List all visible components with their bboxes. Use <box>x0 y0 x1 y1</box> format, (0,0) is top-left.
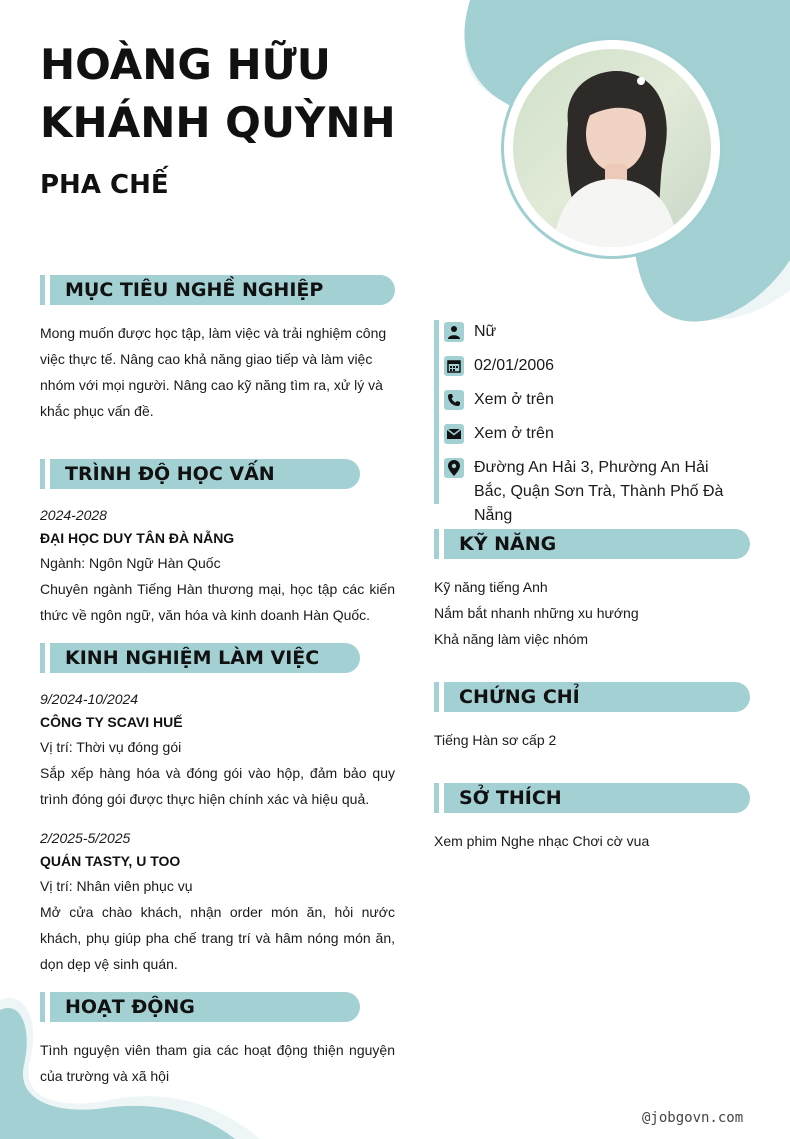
experience-description: Sắp xếp hàng hóa và đóng gói vào hộp, đảm bảo quy trình đóng gói được thực hiện chính xác và hiệu quả. <box>40 765 395 807</box>
education-school: ĐẠI HỌC DUY TÂN ĐÀ NẴNG <box>40 530 235 546</box>
birthday-value: 02/01/2006 <box>474 357 555 374</box>
experience-position: Vị trí: Nhân viên phục vụ <box>40 878 193 894</box>
gender-value: Nữ <box>474 323 497 340</box>
certificate-item: Tiếng Hàn sơ cấp 2 <box>434 732 557 748</box>
contact-gender <box>444 322 496 344</box>
avatar-frame <box>501 37 723 259</box>
objective-text: Mong muốn được học tập, làm việc và trải nghiệm công việc thực tế. Nâng cao khả năng giao tiếp và làm việc nhóm với mọi người. Nâng cao kỹ năng tìm ra, xử lý và khắc phục vấn đề. <box>40 325 387 419</box>
objective-title: MỤC TIÊU NGHỀ NGHIỆP <box>65 279 324 301</box>
activities-title: HOẠT ĐỘNG <box>65 996 195 1018</box>
certificates-heading <box>434 682 750 712</box>
name-line-1: HOÀNG HỮU <box>40 40 331 89</box>
watermark-text: @jobgovn.com <box>642 1110 744 1126</box>
skill-item: Kỹ năng tiếng Anh <box>434 579 548 595</box>
experience-company: CÔNG TY SCAVI HUẾ <box>40 714 183 730</box>
contact-birthday <box>444 356 554 378</box>
skills-heading <box>434 529 750 559</box>
skill-item: Khả năng làm việc nhóm <box>434 631 589 647</box>
experience-description: Mở cửa chào khách, nhận order món ăn, hỏi nước khách, phụ giúp pha chế trang trí và hâm nóng món ăn, dọn dẹp vệ sinh quán. <box>40 904 395 972</box>
job-title: PHA CHẾ <box>40 170 169 200</box>
hobbies-text: Xem phim Nghe nhạc Chơi cờ vua <box>434 833 650 849</box>
person-icon <box>444 322 464 342</box>
hobbies-title: SỞ THÍCH <box>459 787 562 809</box>
contact-phone <box>444 390 554 412</box>
experience-period: 9/2024-10/2024 <box>40 691 139 707</box>
avatar <box>513 49 711 247</box>
education-period: 2024-2028 <box>40 507 107 523</box>
education-major: Ngành: Ngôn Ngữ Hàn Quốc <box>40 555 221 571</box>
experience-position: Vị trí: Thời vụ đóng gói <box>40 739 182 755</box>
candidate-name <box>40 36 460 152</box>
skills-title: KỸ NĂNG <box>459 533 557 555</box>
education-description: Chuyên ngành Tiếng Hàn thương mại, học tập các kiến thức về ngôn ngữ, văn hóa và kinh doanh Hàn Quốc. <box>40 581 395 623</box>
phone-value[interactable]: Xem ở trên <box>474 391 554 408</box>
experience-title: KINH NGHIỆM LÀM VIỆC <box>65 647 320 669</box>
name-line-2: KHÁNH QUỲNH <box>40 98 396 147</box>
activities-heading <box>40 992 360 1022</box>
contact-email <box>444 424 554 446</box>
hobbies-heading <box>434 783 750 813</box>
calendar-icon <box>444 356 464 376</box>
education-heading <box>40 459 360 489</box>
activities-text: Tình nguyện viên tham gia các hoạt động thiện nguyện của trường và xã hội <box>40 1042 395 1084</box>
experience-period: 2/2025-5/2025 <box>40 830 131 846</box>
contact-accent-bar <box>434 320 439 504</box>
education-title: TRÌNH ĐỘ HỌC VẤN <box>65 463 275 485</box>
contact-address <box>444 458 744 528</box>
location-pin-icon <box>444 458 464 478</box>
skill-item: Nắm bắt nhanh những xu hướng <box>434 605 639 621</box>
phone-icon <box>444 390 464 410</box>
mail-icon <box>444 424 464 444</box>
email-value[interactable]: Xem ở trên <box>474 425 554 442</box>
objective-heading <box>40 275 395 305</box>
experience-heading <box>40 643 360 673</box>
experience-company: QUÁN TASTY, U TOO <box>40 853 181 869</box>
certificates-title: CHỨNG CHỈ <box>459 686 580 708</box>
address-value: Đường An Hải 3, Phường An Hải Bắc, Quận Sơn Trà, Thành Phố Đà Nẵng <box>474 459 724 524</box>
